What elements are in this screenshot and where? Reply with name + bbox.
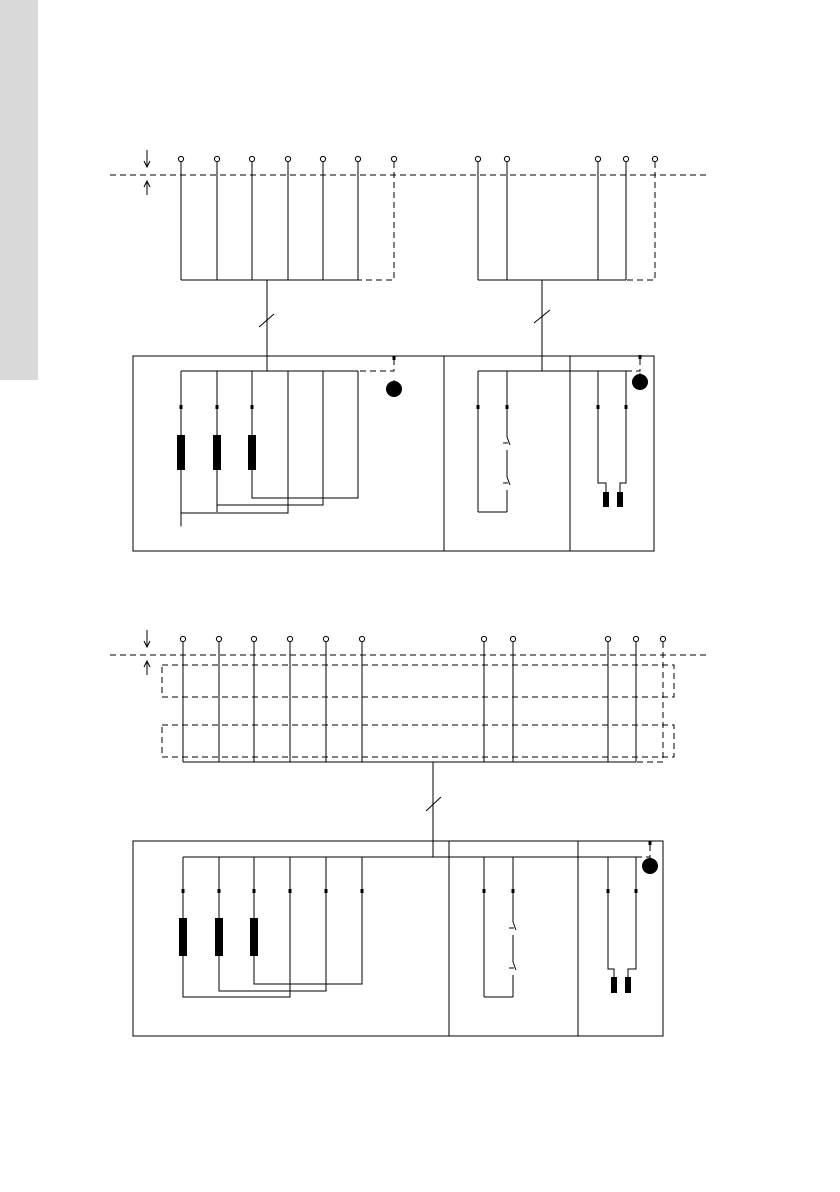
terminal xyxy=(180,636,185,641)
terminal xyxy=(660,636,665,641)
earth-wire xyxy=(636,642,663,762)
probe-lead xyxy=(620,407,626,492)
winding-coil xyxy=(213,435,221,470)
thermal-switch xyxy=(507,477,510,485)
cable-shield xyxy=(162,665,674,697)
probe-lead xyxy=(628,891,636,977)
terminal xyxy=(216,636,221,641)
terminal xyxy=(595,156,600,161)
winding-coil xyxy=(177,435,185,470)
earth-wire xyxy=(360,162,394,280)
winding-return xyxy=(219,891,326,991)
earth-wire xyxy=(626,357,640,371)
cable-shield xyxy=(162,725,674,757)
terminal xyxy=(633,636,638,641)
terminal xyxy=(355,156,360,161)
terminal xyxy=(214,156,219,161)
terminal xyxy=(323,636,328,641)
terminal xyxy=(320,156,325,161)
terminal xyxy=(623,156,628,161)
thermal-switch xyxy=(513,922,516,930)
terminal xyxy=(652,156,657,161)
terminal xyxy=(605,636,610,641)
winding-coil xyxy=(250,918,258,956)
probe-lead xyxy=(598,407,606,492)
moisture-probe xyxy=(617,492,623,507)
earth-wire xyxy=(626,162,655,280)
connection-dot xyxy=(649,841,652,845)
moisture-probe xyxy=(611,977,617,993)
terminal xyxy=(475,156,480,161)
terminal xyxy=(285,156,290,161)
terminal xyxy=(287,636,292,641)
earth-wire xyxy=(360,358,394,371)
terminal xyxy=(251,636,256,641)
winding-coil xyxy=(179,918,187,956)
terminal xyxy=(359,636,364,641)
terminal xyxy=(249,156,254,161)
thermal-switch xyxy=(507,437,510,445)
connection-dot xyxy=(639,355,642,359)
moisture-probe xyxy=(603,492,609,507)
winding-coil xyxy=(248,435,256,470)
connection-dot xyxy=(393,356,396,360)
winding-return xyxy=(181,371,288,513)
earth-wire xyxy=(636,843,650,857)
winding-return xyxy=(217,371,323,505)
wiring-diagram-top xyxy=(110,150,706,551)
terminal xyxy=(510,636,515,641)
thermal-switch xyxy=(513,962,516,970)
moisture-probe xyxy=(625,977,631,993)
winding-return xyxy=(183,891,290,997)
terminal xyxy=(504,156,509,161)
motor-housing xyxy=(133,841,663,1036)
wiring-diagram-bottom xyxy=(110,630,706,1036)
terminal xyxy=(391,156,396,161)
terminal xyxy=(481,636,486,641)
winding-return xyxy=(252,371,358,498)
terminal xyxy=(178,156,183,161)
winding-coil xyxy=(215,918,223,956)
probe-lead xyxy=(608,891,614,977)
winding-return xyxy=(254,891,362,984)
